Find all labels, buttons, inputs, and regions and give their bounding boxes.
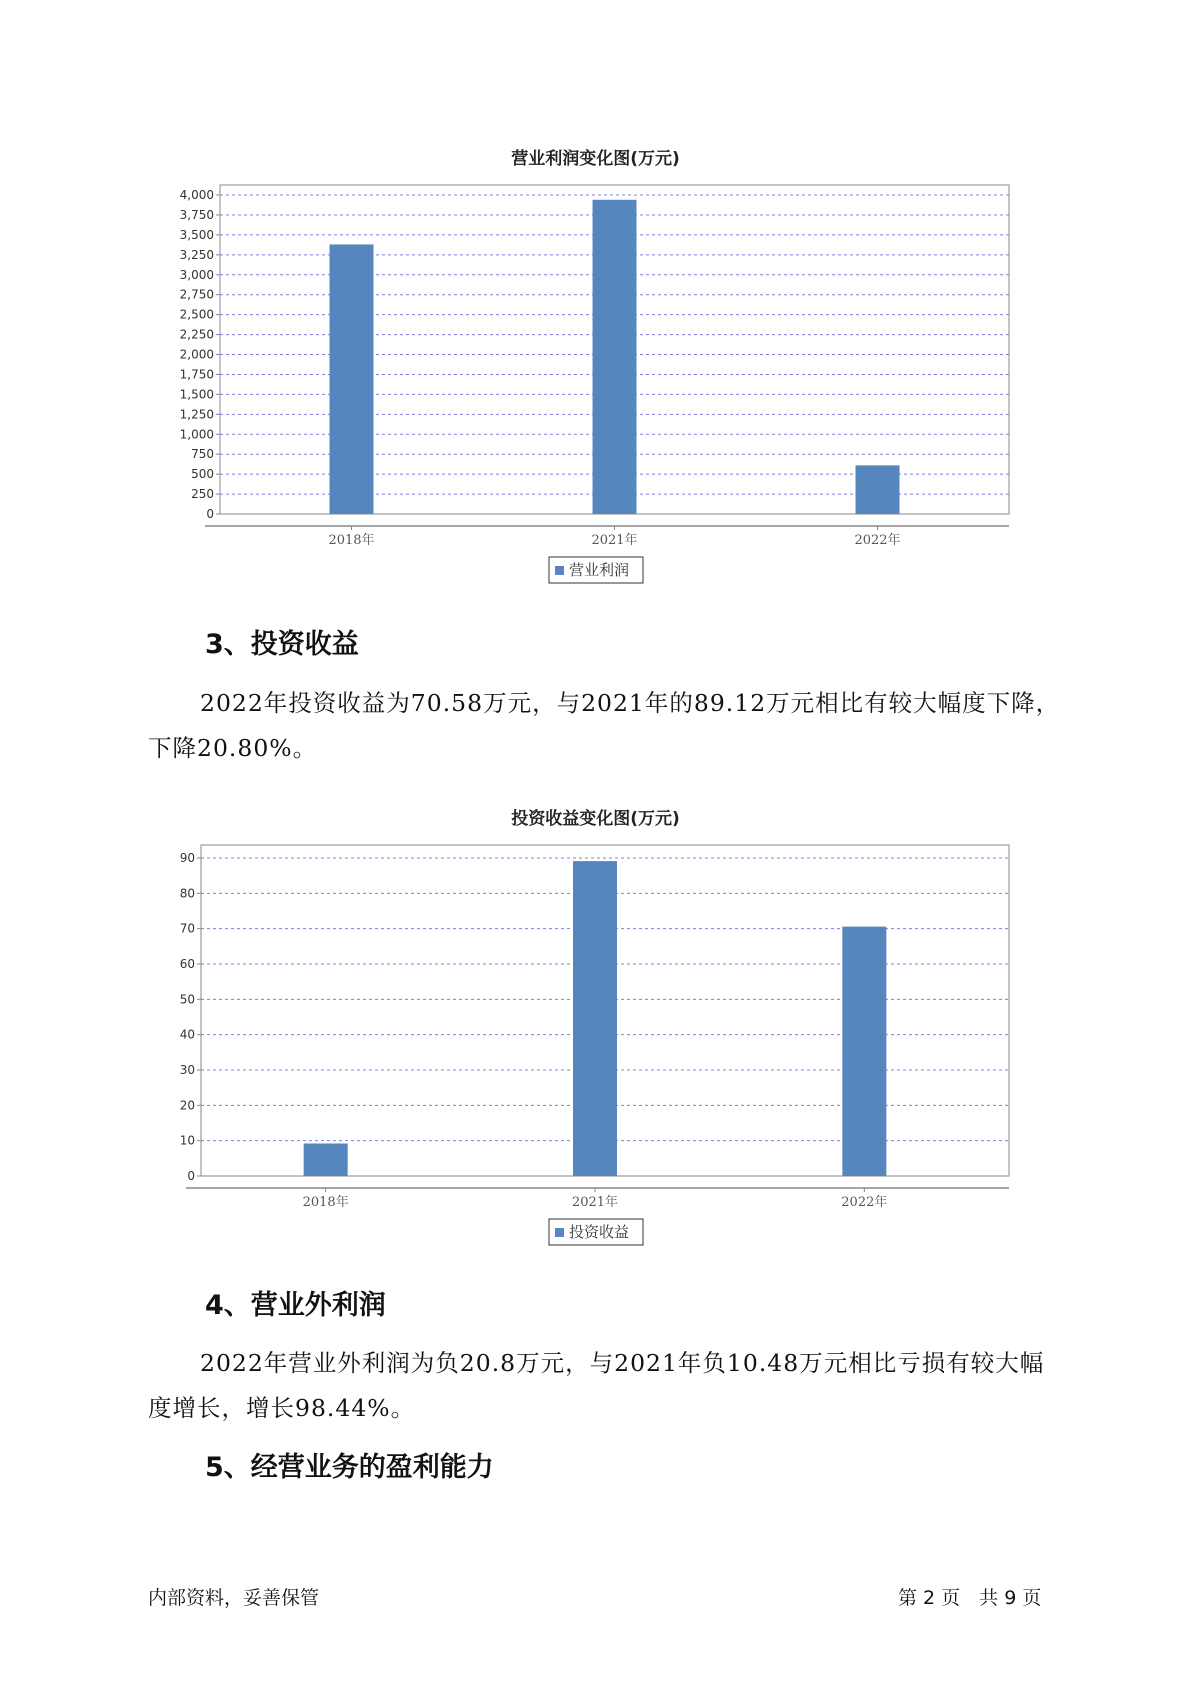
y-tick-label: 1,500 [179,387,214,402]
y-tick-label: 1,000 [179,427,214,442]
bar-2022年 [842,927,886,1176]
x-tick-label: 2021年 [591,533,638,548]
y-tick-label: 500 [191,467,214,482]
y-tick-label: 2,500 [179,307,214,322]
chart1-title: 营业利润变化图(万元) [511,149,680,169]
investment-income-chart [0,830,1191,1260]
bar-2018年 [304,1143,348,1176]
y-tick-label: 2,000 [179,347,214,362]
x-tick-label: 2018年 [302,1195,349,1210]
section4-paragraph: 2022年营业外利润为负20.8万元，与2021年负10.48万元相比亏损有较大幅度增长，增长98.44%。 [148,1349,1045,1422]
x-tick-label: 2022年 [854,533,901,548]
y-tick-label: 4,000 [179,188,214,202]
y-tick-label: 2,250 [179,327,214,342]
y-tick-label: 90 [179,851,195,865]
y-tick-label: 10 [179,1133,195,1148]
x-tick-label: 2021年 [571,1195,619,1210]
x-tick-label: 2018年 [328,533,375,548]
legend-swatch [555,1228,564,1237]
y-tick-label: 2,750 [179,287,214,302]
section4-heading: 4、营业外利润 [205,1290,386,1321]
bar-2021年 [593,200,637,514]
y-tick-label: 0 [187,1169,195,1183]
x-tick-label: 2022年 [841,1195,888,1210]
y-tick-label: 50 [179,992,195,1007]
operating-profit-chart [0,170,1191,610]
legend-swatch [555,566,564,575]
y-tick-label: 40 [179,1027,195,1042]
legend-label: 投资收益 [569,1223,630,1241]
y-tick-label: 30 [179,1063,195,1077]
section3-heading: 3、投资收益 [205,629,359,660]
bar-2021年 [573,861,617,1176]
y-tick-label: 20 [179,1098,195,1113]
y-tick-label: 3,750 [179,207,214,222]
footer-confidential-note: 内部资料，妥善保管 [148,1587,320,1609]
legend-label: 营业利润 [569,561,630,579]
y-tick-label: 250 [191,487,214,502]
section3-paragraph: 2022年投资收益为70.58万元，与2021年的89.12万元相比有较大幅度下降，下降20.80%。 [148,689,1061,762]
y-tick-label: 3,500 [179,227,214,242]
y-tick-label: 0 [206,507,214,521]
section5-heading: 5、经营业务的盈利能力 [205,1452,494,1483]
y-tick-label: 3,000 [179,267,214,282]
y-tick-label: 1,250 [179,407,214,422]
y-tick-label: 3,250 [179,247,214,262]
footer-page-number: 第 2 页 共 9 页 [898,1587,1042,1609]
y-tick-label: 750 [191,447,214,462]
bar-2022年 [856,465,900,514]
chart2-title: 投资收益变化图(万元) [511,809,680,829]
y-tick-label: 1,750 [179,367,214,382]
bar-2018年 [330,244,374,514]
y-tick-label: 60 [179,957,195,971]
y-tick-label: 80 [179,886,195,901]
y-tick-label: 70 [179,921,195,936]
